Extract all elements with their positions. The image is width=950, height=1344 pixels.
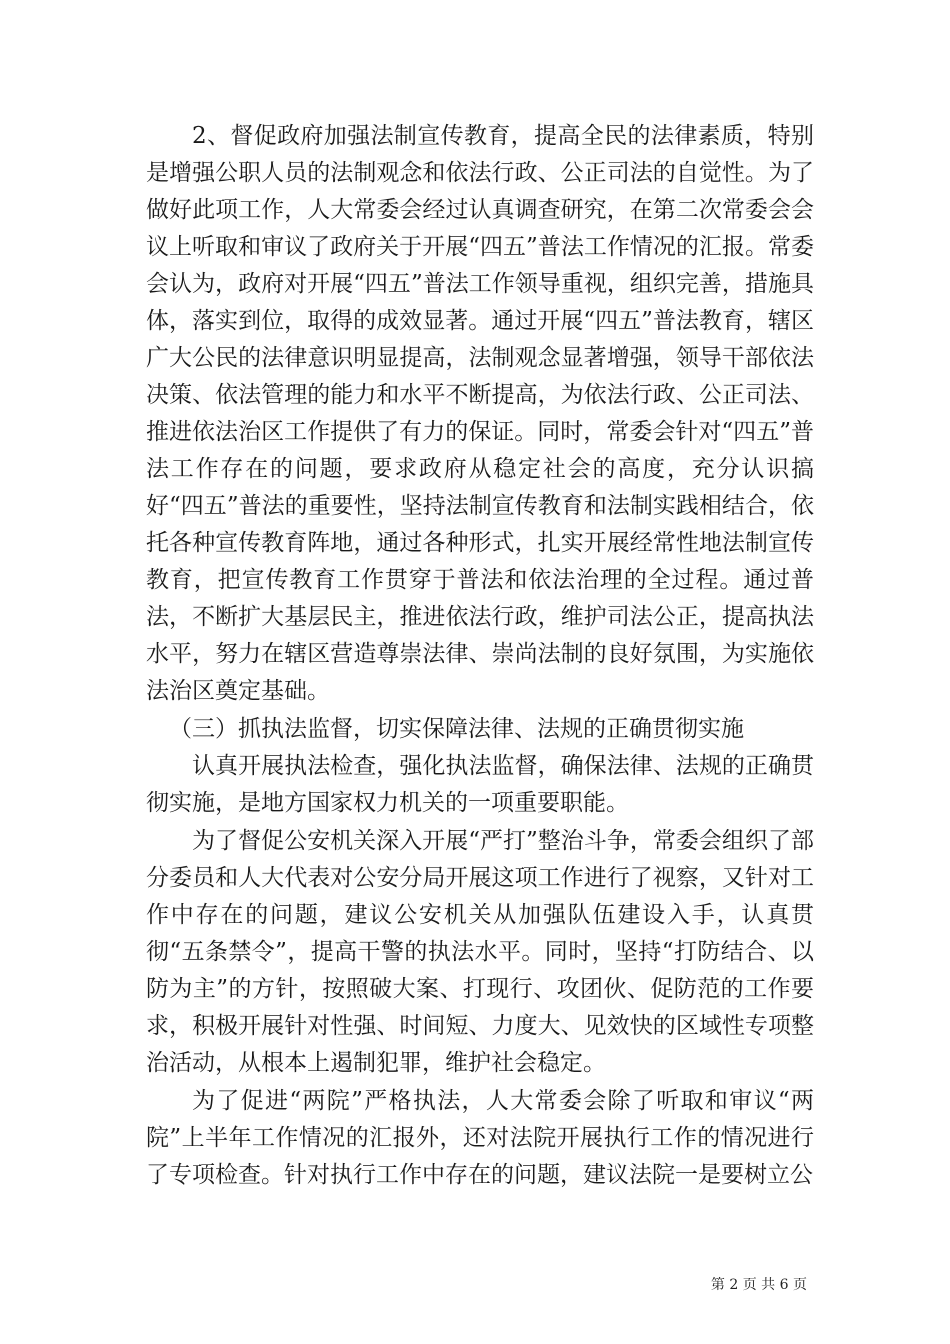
paragraph-legal-education: 2、督促政府加强法制宣传教育，提高全民的法律素质，特别是增强公职人员的法制观念和依法行政、公正司法的自觉性。为了做好此项工作，人大常委会经过认真调查研究，在第二次常委会会议上听取和审议了政府关于开展“四五”普法工作情况的汇报。常委会认为，政府对开展“四五”普法工作领导重视，组织完善，措施具体，落实到位，取得的成效显著。通过开展“四五”普法教育，辖区广大公民的法律意识明显提高，法制观念显著增强，领导干部依法决策、依法管理的能力和水平不断提高，为依法行政、公正司法、推进依法治区工作提供了有力的保证。同时，常委会针对“四五”普法工作存在的问题，要求政府从稳定社会的高度，充分认识搞好“四五”普法的重要性，坚持法制宣传教育和法制实践相结合，依托各种宣传教育阵地，通过各种形式，扎实开展经常性地法制宣传教育，把宣传教育工作贯穿于普法和依法治理的全过程。通过普法，不断扩大基层民主，推进依法行政，维护司法公正，提高执法水平，努力在辖区营造尊崇法律、崇尚法制的良好氛围，为实施依法治区奠定基础。 [146,123,814,704]
body-text [146,118,814,1194]
paragraph-public-security: 为了督促公安机关深入开展“严打”整治斗争，常委会组织了部分委员和人大代表对公安分局开展这项工作进行了视察，又针对工作中存在的问题，建议公安机关从加强队伍建设入手，认真贯彻“五条禁令”，提高干警的执法水平。同时，坚持“打防结合、以防为主”的方针，按照破大案、打现行、攻团伙、促防范的工作要求，积极开展针对性强、时间短、力度大、见效快的区域性专项整治活动，从根本上遏制犯罪，维护社会稳定。 [146,828,814,1076]
paragraph-enforcement-inspection: 认真开展执法检查，强化执法监督，确保法律、法规的正确贯彻实施，是地方国家权力机关的一项重要职能。 [146,753,814,816]
section-heading-enforcement-supervision: （三）抓执法监督，切实保障法律、法规的正确贯彻实施 [169,716,744,742]
paragraph-two-courts: 为了促进“两院”严格执法，人大常委会除了听取和审议“两院”上半年工作情况的汇报外，还对法院开展执行工作的情况进行了专项检查。针对执行工作中存在的问题，建议法院一是要树立公 [146,1088,814,1188]
page-number-footer: 第 2 页 共 6 页 [710,1277,807,1293]
